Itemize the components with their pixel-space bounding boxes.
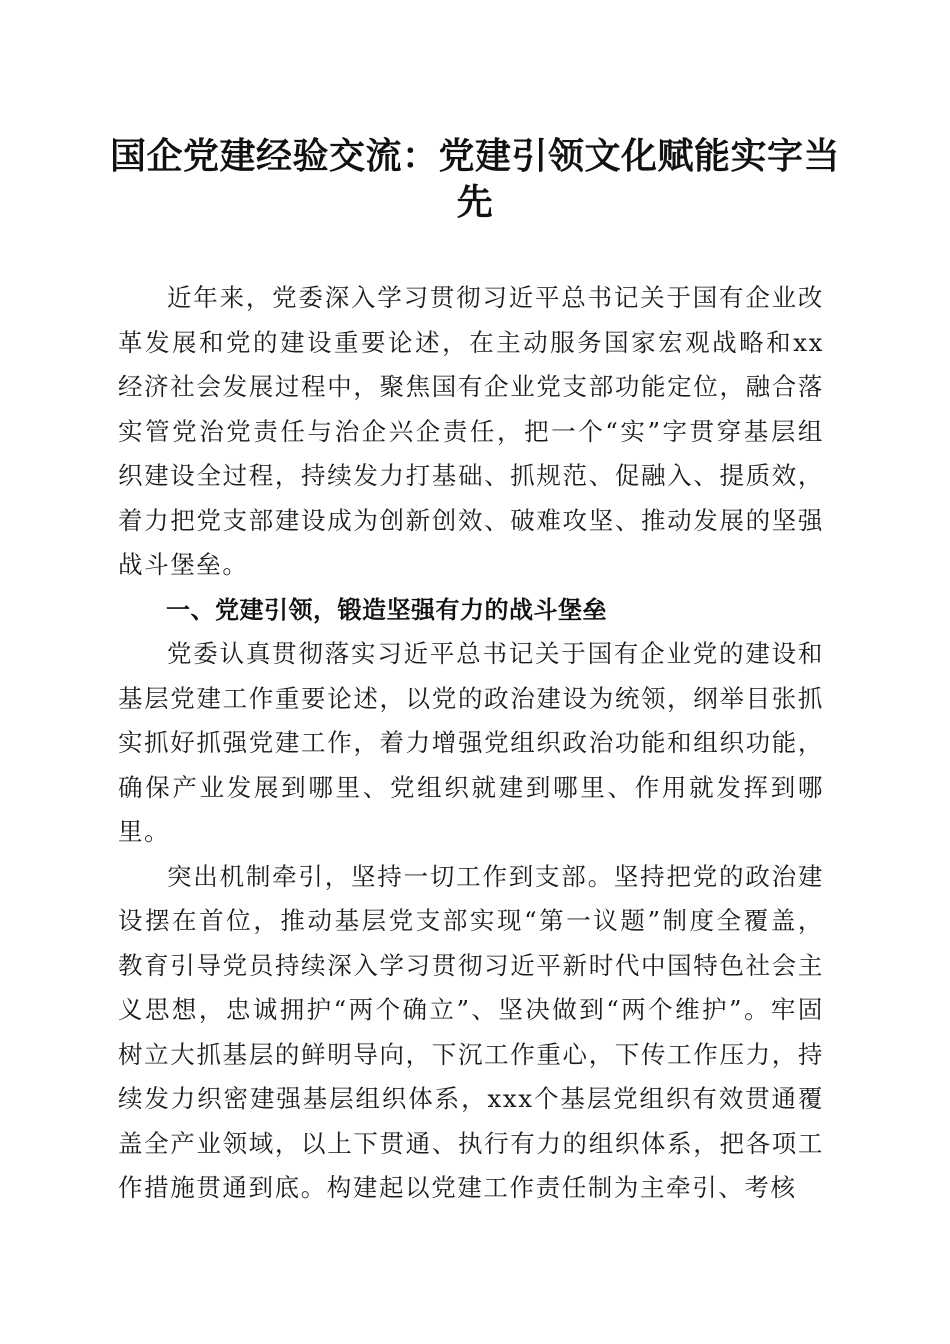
section-heading-1: 一、党建引领，锻造坚强有力的战斗堡垒 (166, 595, 607, 624)
intro-paragraph: 近年来，党委深入学习贯彻习近平总书记关于国有企业改革发展和党的建设重要论述，在主动服务国家宏观战略和xx经济社会发展过程中，聚焦国有企业党支部功能定位，融合落实管党治党责任与治企兴企责任，把一个“实”字贯穿基层组织建设全过程，持续发力打基础、抓规范、促融入、提质效，着力把党支部建设成为创新创效、破难攻坚、推动发展的坚强战斗堡垒。 (118, 283, 824, 579)
section-1-paragraph-1: 党委认真贯彻落实习近平总书记关于国有企业党的建设和基层党建工作重要论述，以党的政治建设为统领，纲举目张抓实抓好抓强党建工作，着力增强党组织政治功能和组织功能，确保产业发展到哪里、党组织就建到哪里、作用就发挥到哪里。 (118, 639, 824, 846)
section-1-paragraph-2: 突出机制牵引，坚持一切工作到支部。坚持把党的政治建设摆在首位，推动基层党支部实现“第一议题”制度全覆盖，教育引导党员持续深入学习贯彻习近平新时代中国特色社会主义思想，忠诚拥护“两个确立”、坚决做到“两个维护”。牢固树立大抓基层的鲜明导向，下沉工作重心，下传工作压力，持续发力织密建强基层组织体系，xxx个基层党组织有效贯通覆盖全产业领域，以上下贯通、执行有力的组织体系，把各项工作措施贯通到底。构建起以党建工作责任制为主牵引、考核 (118, 861, 824, 1202)
document-title: 国企党建经验交流：党建引领文化赋能实字当先 (110, 135, 841, 223)
document-body (118, 276, 824, 1211)
